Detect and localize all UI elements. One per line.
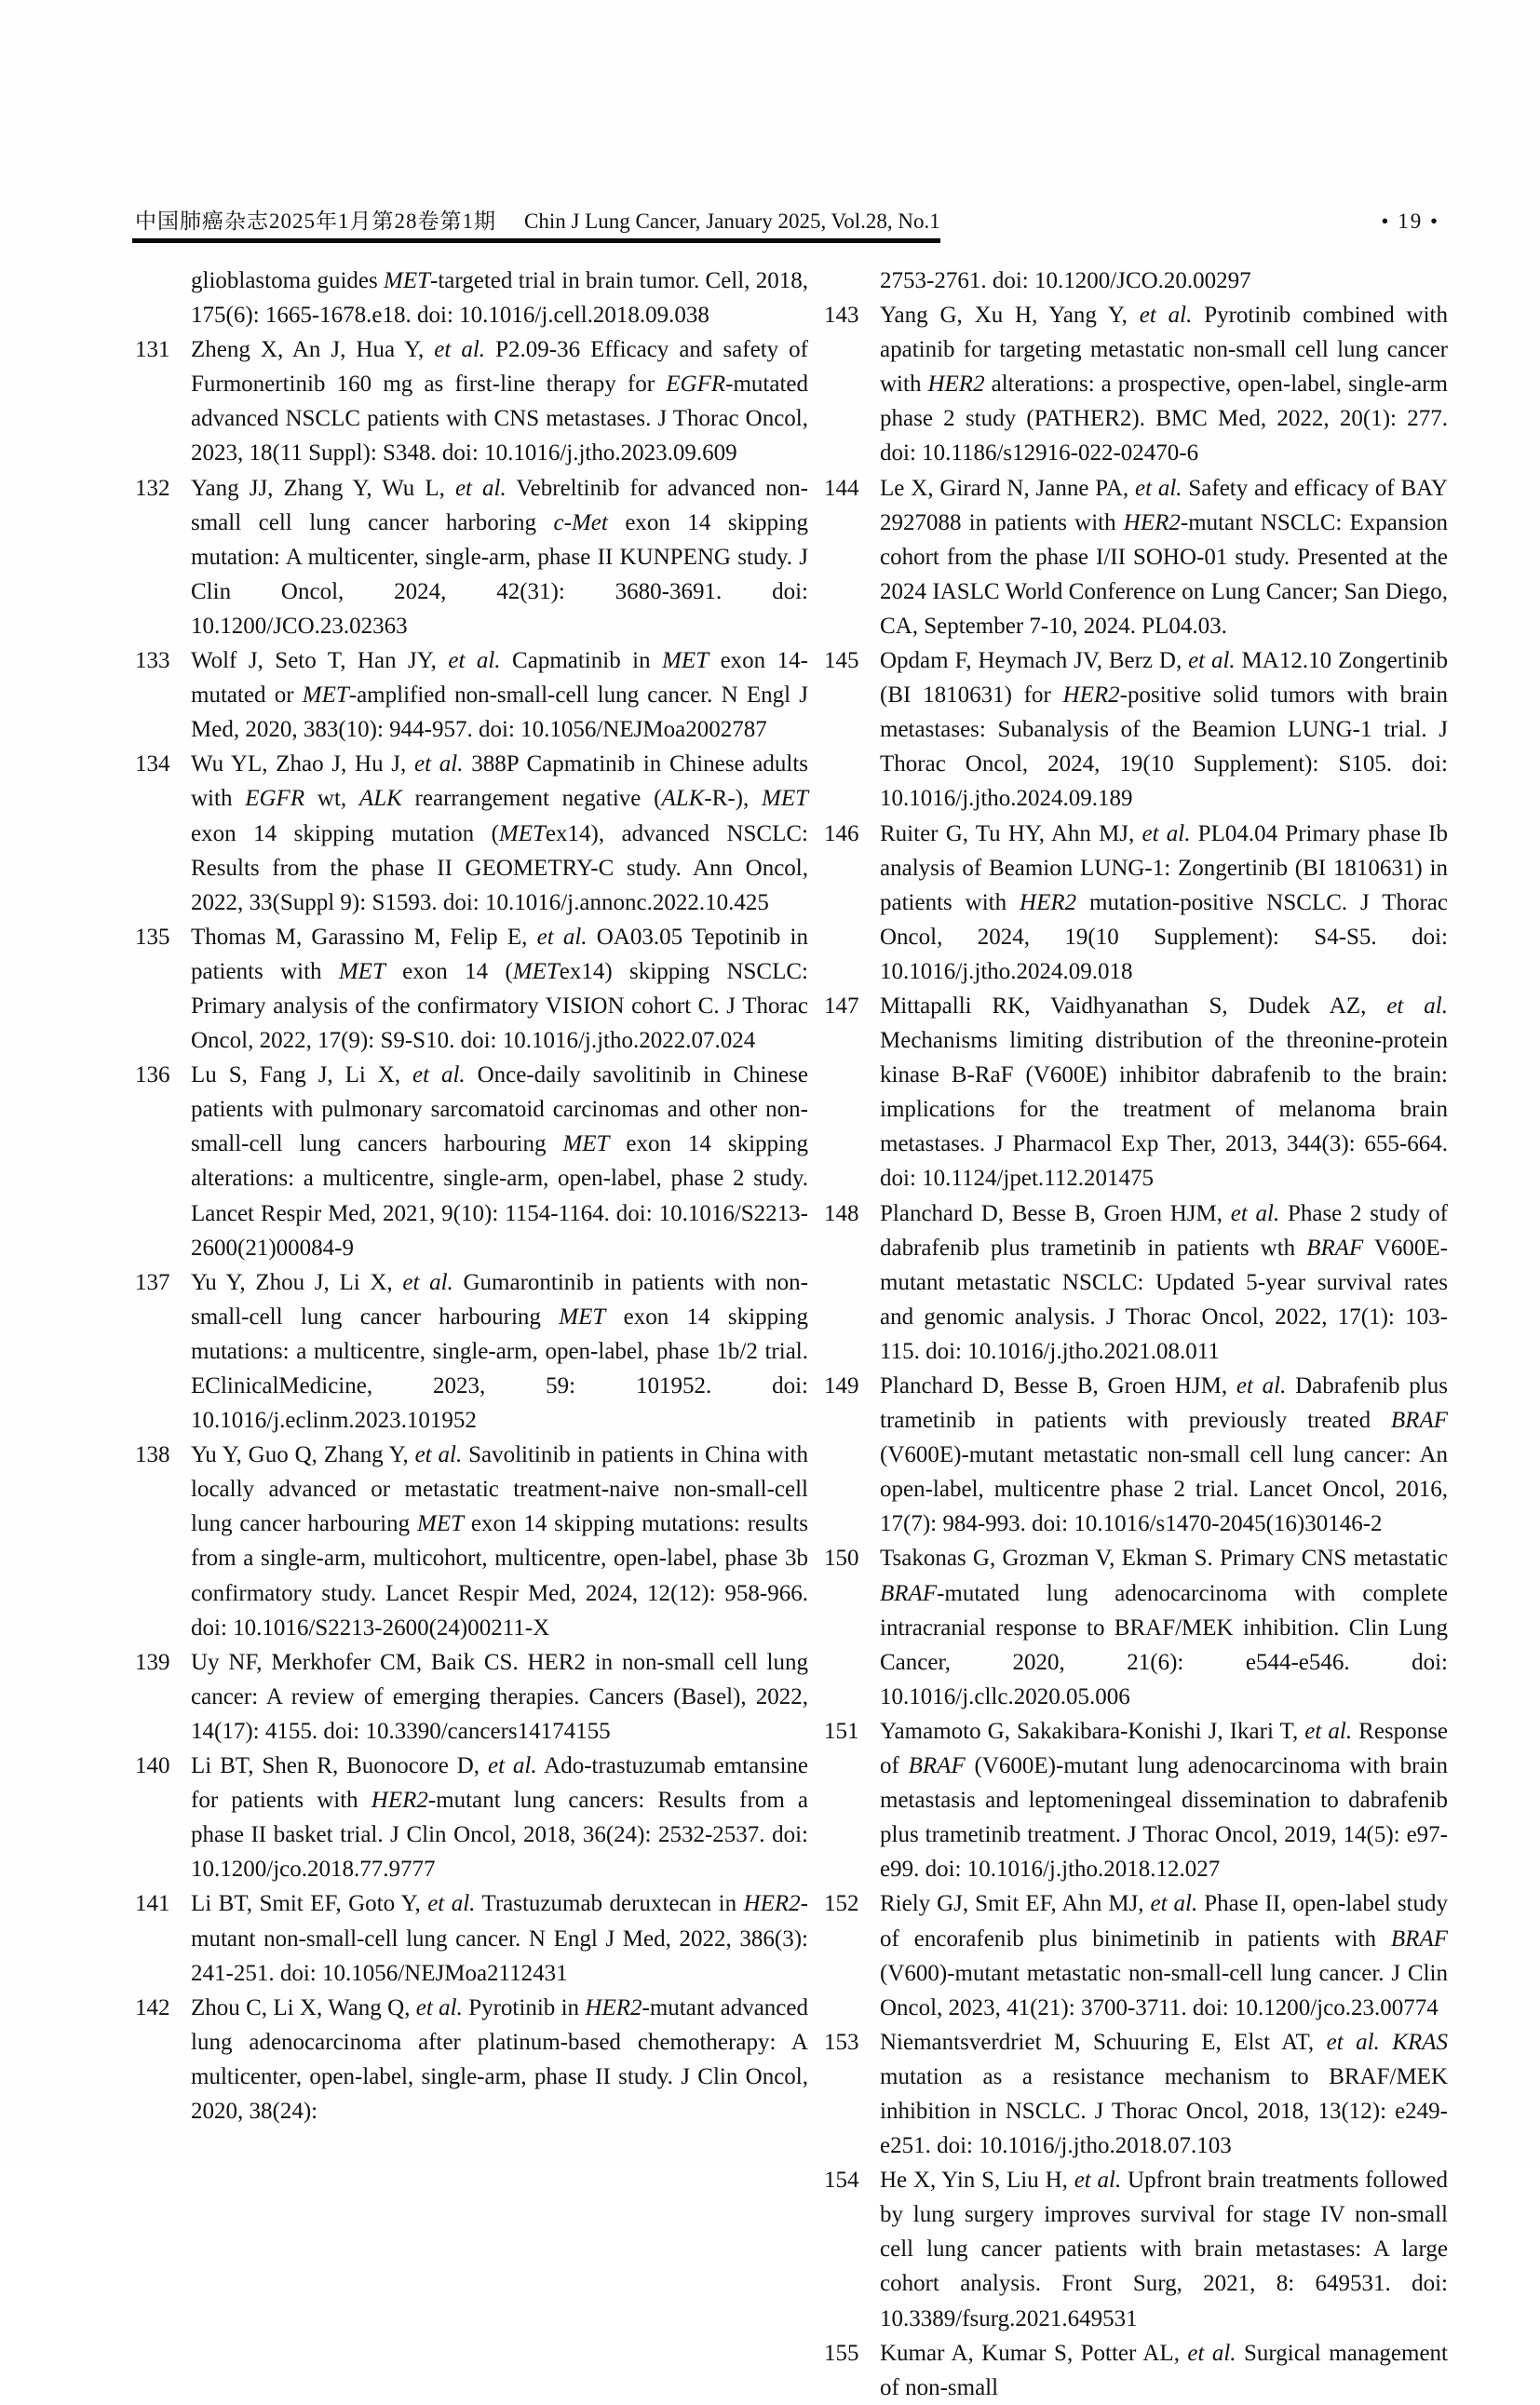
reference-number: 155 (824, 2340, 859, 2366)
reference-item (824, 1886, 1448, 2024)
reference-number: 142 (135, 1994, 170, 2020)
reference-list-left-column (135, 263, 808, 2128)
reference-text: Li BT, Shen R, Buonocore D, et al. Ado-trastuzumab emtansine for patients with HER2-mutant lung cancers: Results from a phase II basket trial. J Clin Oncol, 2018, 36(24): 2532-2537. doi: 10.1200/jco.2018.77.9777 (191, 1753, 808, 1883)
reference-number: 151 (824, 1718, 859, 1744)
reference-item (824, 263, 1448, 298)
reference-text: Lu S, Fang J, Li X, et al. Once-daily savolitinib in Chinese patients with pulmonary sarcomatoid carcinomas and other non-small-cell lung cancers harbouring MET exon 14 skipping alterations: a multicentre, single-arm, open-label, phase 2 study. Lancet Respir Med, 2021, 9(10): 1154-1164. doi: 10.1016/S2213-2600(21)00084-9 (191, 1062, 808, 1261)
reference-number: 140 (135, 1753, 170, 1779)
reference-number: 135 (135, 924, 170, 950)
reference-item (824, 471, 1448, 643)
reference-item (135, 643, 808, 747)
reference-text: Kumar A, Kumar S, Potter AL, et al. Surgical management of non-small (880, 2340, 1448, 2400)
reference-number: 133 (135, 648, 170, 674)
reference-text: Yu Y, Zhou J, Li X, et al. Gumarontinib in patients with non-small-cell lung cancer harbouring MET exon 14 skipping mutations: a multicentre, single-arm, open-label, phase 1b/2 trial. EClinicalMedicine, 2023, 59: 101952. doi: 10.1016/j.eclinm.2023.101952 (191, 1269, 809, 1434)
reference-text: glioblastoma guides MET-targeted trial in brain tumor. Cell, 2018, 175(6): 1665-1678.e18. doi: 10.1016/j.cell.2018.09.038 (191, 268, 808, 329)
reference-number: 143 (824, 303, 859, 329)
reference-number: 137 (135, 1269, 170, 1295)
reference-item (824, 2163, 1448, 2335)
reference-item (135, 1645, 808, 1749)
reference-number: 141 (135, 1891, 170, 1917)
reference-text: Zhou C, Li X, Wang Q, et al. Pyrotinib in HER2-mutant advanced lung adenocarcinoma after platinum-based chemotherapy: A multicenter, open-label, single-arm, phase II study. J Clin Oncol, 2020, 38(24): (191, 1994, 808, 2124)
reference-text: Riely GJ, Smit EF, Ahn MJ, et al. Phase II, open-label study of encorafenib plus binimetinib in patients with BRAF (V600)-mutant metastatic non-small-cell lung cancer. J Clin Oncol, 2023, 41(21): 3700-3711. doi: 10.1200/jco.23.00774 (880, 1891, 1448, 2020)
reference-number: 150 (824, 1546, 859, 1572)
header-rule-divider (132, 238, 940, 243)
reference-text: Wolf J, Seto T, Han JY, et al. Capmatinib in MET exon 14-mutated or MET-amplified non-small-cell lung cancer. N Engl J Med, 2020, 383(10): 944-957. doi: 10.1056/NEJMoa2002787 (191, 648, 808, 743)
reference-number: 144 (824, 475, 859, 501)
reference-number: 132 (135, 475, 170, 501)
running-head (135, 209, 1439, 235)
reference-text: 2753-2761. doi: 10.1200/JCO.20.00297 (880, 268, 1251, 293)
reference-number: 147 (824, 993, 859, 1019)
reference-number: 152 (824, 1891, 859, 1917)
reference-text: Yang JJ, Zhang Y, Wu L, et al. Vebreltinib for advanced non-small cell lung cancer harboring c-Met exon 14 skipping mutation: A multicenter, single-arm, phase II KUNPENG study. J Clin Oncol, 2024, 42(31): 3680-3691. doi: 10.1200/JCO.23.02363 (191, 475, 808, 639)
reference-item (824, 2336, 1448, 2405)
reference-text: Tsakonas G, Grozman V, Ekman S. Primary CNS metastatic BRAF-mutated lung adenocarcinoma with complete intracranial response to BRAF/MEK inhibition. Clin Lung Cancer, 2020, 21(6): e544-e546. doi: 10.1016/j.cllc.2020.05.006 (880, 1546, 1448, 1709)
reference-item (135, 471, 808, 643)
reference-text: Uy NF, Merkhofer CM, Baik CS. HER2 in non-small cell lung cancer: A review of emerging therapies. Cancers (Basel), 2022, 14(17): 4155. doi: 10.3390/cancers14174155 (191, 1649, 808, 1744)
reference-number: 149 (824, 1373, 859, 1398)
reference-item (135, 1058, 808, 1265)
reference-number: 154 (824, 2168, 859, 2194)
reference-text: Wu YL, Zhao J, Hu J, et al. 388P Capmatinib in Chinese adults with EGFR wt, ALK rearrangement negative (ALK-R-), MET exon 14 skipping mutation (METex14), advanced NSCLC: Results from the phase II GEOMETRY-C study. Ann Oncol, 2022, 33(Suppl 9): S1593. doi: 10.1016/j.annonc.2022.10.425 (191, 751, 809, 915)
reference-item (824, 643, 1448, 816)
reference-item (824, 2025, 1448, 2163)
page-number: • 19 • (1381, 209, 1439, 233)
reference-item (135, 1886, 808, 1990)
reference-number: 136 (135, 1062, 170, 1088)
reference-text: Mittapalli RK, Vaidhyanathan S, Dudek AZ, et al. Mechanisms limiting distribution of the threonine-protein kinase B-RaF (V600E) inhibitor dabrafenib to the brain: implications for the treatment of melanoma brain metastases. J Pharmacol Exp Ther, 2013, 344(3): 655-664. doi: 10.1124/jpet.112.201475 (880, 993, 1448, 1192)
reference-text: Li BT, Smit EF, Goto Y, et al. Trastuzumab deruxtecan in HER2-mutant non-small-cell lung cancer. N Engl J Med, 2022, 386(3): 241-251. doi: 10.1056/NEJMoa2112431 (191, 1891, 808, 1986)
reference-number: 139 (135, 1649, 170, 1675)
reference-text: Yang G, Xu H, Yang Y, et al. Pyrotinib combined with apatinib for targeting metastatic non-small cell lung cancer with HER2 alterations: a prospective, open-label, single-arm phase 2 study (PATHER2). BMC Med, 2022, 20(1): 277. doi: 10.1186/s12916-022-02470-6 (880, 303, 1448, 466)
reference-number: 146 (824, 820, 859, 846)
journal-title-chinese: 中国肺癌杂志2025年1月第28卷第1期 (135, 209, 496, 233)
reference-number: 138 (135, 1442, 170, 1468)
reference-list-right-column (824, 263, 1448, 2405)
reference-number: 131 (135, 337, 170, 363)
reference-text: Zheng X, An J, Hua Y, et al. P2.09-36 Efficacy and safety of Furmonertinib 160 mg as first-line therapy for EGFR-mutated advanced NSCLC patients with CNS metastases. J Thorac Oncol, 2023, 18(11 Suppl): S348. doi: 10.1016/j.jtho.2023.09.609 (191, 337, 808, 466)
reference-text: Ruiter G, Tu HY, Ahn MJ, et al. PL04.04 Primary phase Ib analysis of Beamion LUNG-1: Zongertinib (BI 1810631) in patients with HER2 mutation-positive NSCLC. J Thorac Oncol, 2024, 19(10 Supplement): S4-S5. doi: 10.1016/j.jtho.2024.09.018 (880, 820, 1448, 984)
reference-text: Planchard D, Besse B, Groen HJM, et al. Phase 2 study of dabrafenib plus trametinib in patients wth BRAF V600E-mutant metastatic NSCLC: Updated 5-year survival rates and genomic analysis. J Thorac Oncol, 2022, 17(1): 103-115. doi: 10.1016/j.jtho.2021.08.011 (880, 1200, 1448, 1364)
reference-number: 148 (824, 1200, 859, 1226)
reference-text: Planchard D, Besse B, Groen HJM, et al. Dabrafenib plus trametinib in patients with previously treated BRAF (V600E)-mutant metastatic non-small cell lung cancer: An open-label, multicentre phase 2 trial. Lancet Oncol, 2016, 17(7): 984-993. doi: 10.1016/s1470-2045(16)30146-2 (880, 1373, 1448, 1537)
reference-number: 153 (824, 2029, 859, 2055)
reference-item (135, 1749, 808, 1886)
journal-title-english: Chin J Lung Cancer, January 2025, Vol.28, No.1 (524, 209, 940, 233)
reference-text: Yu Y, Guo Q, Zhang Y, et al. Savolitinib in patients in China with locally advanced or metastatic treatment-naive non-small-cell lung cancer harbouring MET exon 14 skipping mutations: results from a single-arm, multicohort, multicentre, open-label, phase 3b confirmatory study. Lancet Respir Med, 2024, 12(12): 958-966. doi: 10.1016/S2213-2600(24)00211-X (191, 1442, 808, 1641)
reference-number: 145 (824, 648, 859, 674)
reference-item (824, 1196, 1448, 1369)
reference-item (135, 1991, 808, 2128)
reference-text: He X, Yin S, Liu H, et al. Upfront brain treatments followed by lung surgery improves survival for stage IV non-small cell lung cancer patients with brain metastases: A large cohort analysis. Front Surg, 2021, 8: 649531. doi: 10.3389/fsurg.2021.649531 (880, 2168, 1448, 2331)
reference-item (135, 1438, 808, 1645)
reference-item (824, 298, 1448, 470)
reference-text: Thomas M, Garassino M, Felip E, et al. OA03.05 Tepotinib in patients with MET exon 14 (METex14) skipping NSCLC: Primary analysis of the confirmatory VISION cohort C. J Thorac Oncol, 2022, 17(9): S9-S10. doi: 10.1016/j.jtho.2022.07.024 (191, 924, 809, 1054)
reference-item (824, 1541, 1448, 1713)
reference-item (824, 1714, 1448, 1886)
reference-text: Niemantsverdriet M, Schuuring E, Elst AT, et al. KRAS mutation as a resistance mechanism to BRAF/MEK inhibition in NSCLC. J Thorac Oncol, 2018, 13(12): e249-e251. doi: 10.1016/j.jtho.2018.07.103 (880, 2029, 1448, 2159)
reference-item (135, 263, 808, 332)
reference-item (824, 1369, 1448, 1541)
reference-item (824, 989, 1448, 1196)
reference-item (135, 747, 808, 919)
reference-item (824, 817, 1448, 989)
reference-text: Yamamoto G, Sakakibara-Konishi J, Ikari T, et al. Response of BRAF (V600E)-mutant lung adenocarcinoma with brain metastasis and leptomeningeal dissemination to dabrafenib plus trametinib treatment. J Thorac Oncol, 2019, 14(5): e97-e99. doi: 10.1016/j.jtho.2018.12.027 (880, 1718, 1448, 1883)
reference-item (135, 1265, 808, 1438)
reference-item (135, 332, 808, 470)
reference-text: Opdam F, Heymach JV, Berz D, et al. MA12.10 Zongertinib (BI 1810631) for HER2-positive solid tumors with brain metastases: Subanalysis of the Beamion LUNG-1 trial. J Thorac Oncol, 2024, 19(10 Supplement): S105. doi: 10.1016/j.jtho.2024.09.189 (880, 648, 1448, 812)
reference-item (135, 920, 808, 1058)
reference-text: Le X, Girard N, Janne PA, et al. Safety and efficacy of BAY 2927088 in patients with HER2-mutant NSCLC: Expansion cohort from the phase I/II SOHO-01 study. Presented at the 2024 IASLC World Conference on Lung Cancer; San Diego, CA, September 7-10, 2024. PL04.03. (880, 475, 1449, 639)
reference-number: 134 (135, 751, 170, 777)
